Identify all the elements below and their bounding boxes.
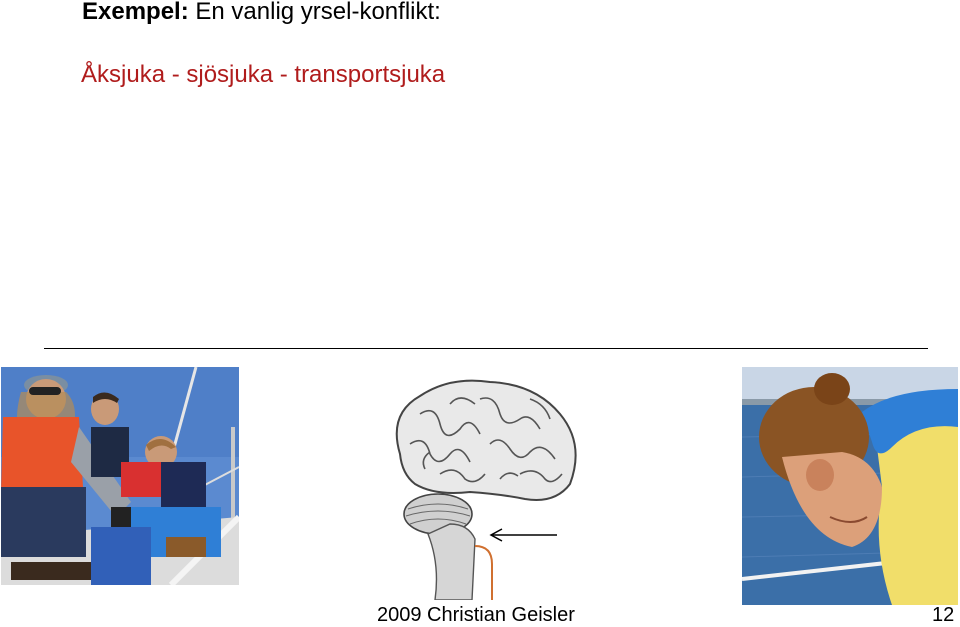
sailing-crew-photo [1,367,239,585]
title-rest: En vanlig yrsel-konflikt: [188,0,441,25]
slide-title [82,0,441,26]
divider-line [44,348,928,349]
brain-brainstem-drawing [380,374,590,600]
title-bold: Exempel: [82,0,189,25]
page-number: 12 [932,604,955,626]
seasick-person-photo [742,367,958,605]
slide-subtitle: Åksjuka - sjösjuka - transportsjuka [81,61,446,88]
slide-footer: 2009 Christian Geisler [377,604,575,626]
